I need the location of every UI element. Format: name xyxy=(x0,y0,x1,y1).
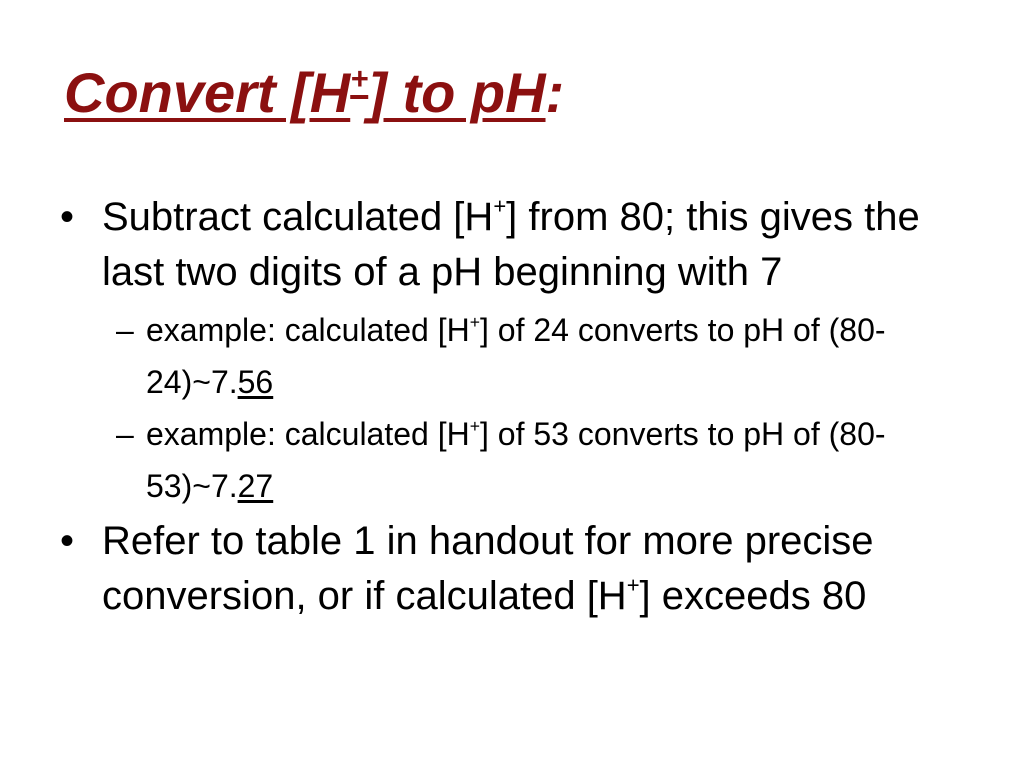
bullet-1-superscript-plus: + xyxy=(493,193,507,219)
subitem-2-superscript-plus: + xyxy=(469,415,480,436)
bullet-item-1 xyxy=(56,190,976,300)
title-part1: Convert [H xyxy=(64,61,351,124)
subitem-2-text-mid: ] of 53 converts to pH of (80-53)~7. xyxy=(146,416,886,504)
subitem-2 xyxy=(56,408,976,512)
bullet-1-text-start: Subtract calculated [H xyxy=(102,195,494,239)
subitem-2-underlined-digits: 27 xyxy=(237,468,274,504)
dash-marker: – xyxy=(116,312,134,348)
subitem-1-superscript-plus: + xyxy=(469,311,480,332)
bullet-item-2 xyxy=(56,514,976,624)
slide-title xyxy=(64,62,564,124)
bullet-1-text-end: ] from 80; this gives the last two digits of a pH beginning with 7 xyxy=(102,195,920,294)
title-part2: ] to pH xyxy=(368,61,546,124)
dash-marker: – xyxy=(116,416,134,452)
subitem-1-underlined-digits: 56 xyxy=(237,364,274,400)
slide-body xyxy=(56,190,976,624)
bullet-2-superscript-plus: + xyxy=(626,572,640,598)
subitem-1-text-start: example: calculated [H xyxy=(146,312,470,348)
bullet-marker: • xyxy=(60,519,75,563)
bullet-2-text-start: Refer to table 1 in handout for more precise conversion, or if calculated [H xyxy=(102,519,874,618)
subitem-1 xyxy=(56,304,976,408)
bullet-marker: • xyxy=(60,195,75,239)
subitem-1-text-mid: ] of 24 converts to pH of (80-24)~7. xyxy=(146,312,886,400)
title-colon: : xyxy=(545,61,565,124)
bullet-2-text-end: ] exceeds 80 xyxy=(639,574,867,618)
subitem-2-text-start: example: calculated [H xyxy=(146,416,470,452)
title-superscript-plus: + xyxy=(350,60,369,96)
